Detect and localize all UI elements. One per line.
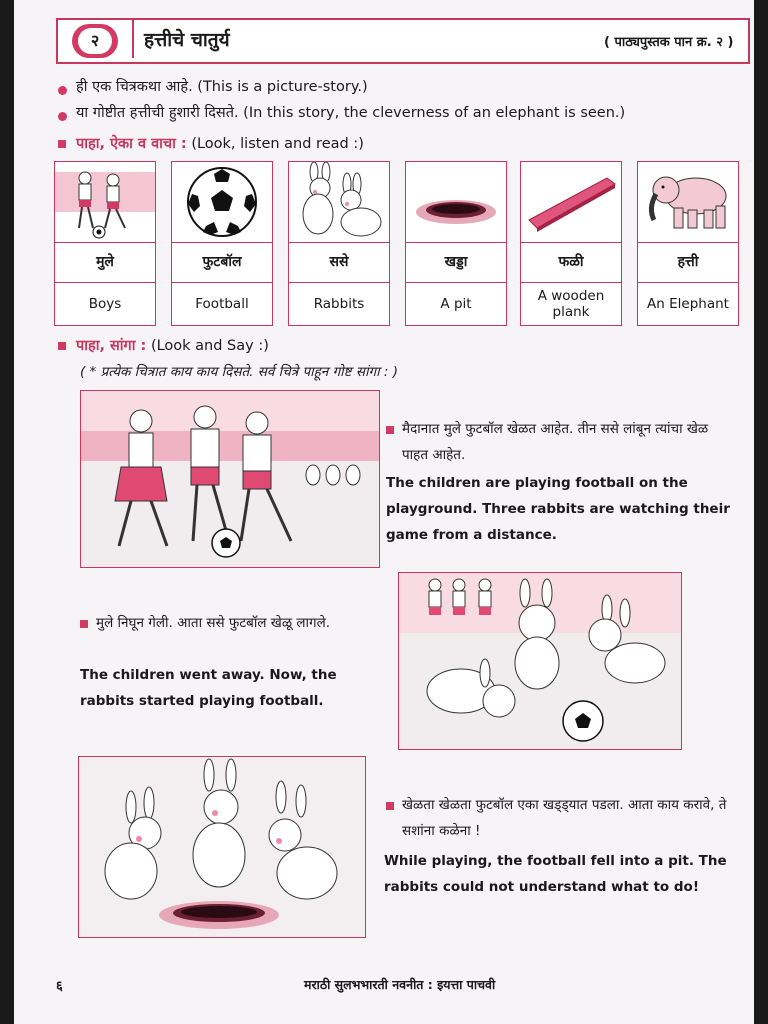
plank-icon bbox=[521, 162, 621, 243]
scene-3-illustration bbox=[78, 756, 366, 938]
lesson-title: हत्तीचे चातुर्य bbox=[144, 29, 230, 51]
square-bullet-icon bbox=[58, 342, 66, 350]
card-label-en: An Elephant bbox=[647, 296, 729, 312]
card-label-mr: खड्डा bbox=[406, 242, 506, 283]
bullet-icon bbox=[58, 86, 67, 95]
vocab-card-plank bbox=[520, 161, 622, 326]
section2-label-mr: पाहा, सांगा : bbox=[76, 338, 147, 354]
card-label-en: A pit bbox=[440, 296, 472, 312]
card-label-en: A wooden plank bbox=[537, 288, 605, 320]
card-label-en: Rabbits bbox=[313, 296, 365, 312]
intro-line-2: या गोष्टीत हत्तीची हुशारी दिसते. (In this story, the cleverness of an elephant is seen.) bbox=[76, 105, 626, 121]
square-bullet-icon bbox=[386, 802, 394, 810]
card-label-mr: फळी bbox=[521, 242, 621, 283]
rabbits-icon bbox=[289, 162, 389, 243]
boys-playing-icon bbox=[55, 162, 155, 243]
vocab-card-rabbits bbox=[288, 161, 390, 326]
section1-label-en: (Look, listen and read :) bbox=[191, 136, 364, 152]
workbook-page bbox=[14, 0, 754, 1024]
card-label-mr: फुटबॉल bbox=[172, 242, 272, 283]
card-label-en: Football bbox=[195, 296, 249, 312]
scene-2-text-mr: मुले निघून गेली. आता ससे फुटबॉल खेळू लागले. bbox=[96, 615, 331, 631]
scene-2-text-en: The children went away. Now, the rabbits started playing football. bbox=[80, 667, 337, 709]
section2-instruction: ( * प्रत्येक चित्रात काय काय दिसते. सर्व चित्रे पाहून गोष्ट सांगा : ) bbox=[80, 364, 398, 380]
lesson-number-badge bbox=[72, 24, 118, 58]
textbook-reference: ( पाठ्यपुस्तक पान क्र. २ ) bbox=[604, 35, 734, 50]
page-number: ६ bbox=[56, 979, 63, 994]
scene-2-illustration bbox=[398, 572, 682, 750]
card-label-mr: ससे bbox=[289, 242, 389, 283]
section1-label-mr: पाहा, ऐका व वाचा : bbox=[76, 136, 187, 152]
vocab-card-pit bbox=[405, 161, 507, 326]
scene-1-text-mr: मैदानात मुले फुटबॉल खेळत आहेत. तीन ससे लांबून त्यांचा खेळ पाहत आहेत. bbox=[402, 421, 709, 463]
bullet-icon bbox=[58, 112, 67, 121]
card-label-en: Boys bbox=[88, 296, 122, 312]
section1-heading bbox=[76, 133, 364, 153]
card-label-mr: मुले bbox=[55, 242, 155, 283]
vocab-card-boys bbox=[54, 161, 156, 326]
scene-1-illustration bbox=[80, 390, 380, 568]
scene-1-text-en: The children are playing football on the playground. Three rabbits are watching their game from a distance. bbox=[386, 475, 730, 543]
vocab-card-elephant bbox=[637, 161, 739, 326]
square-bullet-icon bbox=[386, 426, 394, 434]
pit-icon bbox=[406, 162, 506, 243]
scene-3-text-en: While playing, the football fell into a pit. The rabbits could not understand what to do! bbox=[384, 853, 727, 895]
elephant-icon bbox=[638, 162, 738, 243]
section2-heading bbox=[76, 335, 269, 355]
scene-3-text-mr: खेळता खेळता फुटबॉल एका खड्ड्यात पडला. आता काय करावे, ते सशांना कळेना ! bbox=[402, 797, 727, 839]
square-bullet-icon bbox=[58, 140, 66, 148]
card-label-mr: हत्ती bbox=[638, 242, 738, 283]
square-bullet-icon bbox=[80, 620, 88, 628]
vocab-card-football bbox=[171, 161, 273, 326]
lesson-number: २ bbox=[78, 28, 112, 54]
book-title: मराठी सुलभभारती नवनीत : इयत्ता पाचवी bbox=[304, 977, 496, 992]
section2-label-en: (Look and Say :) bbox=[150, 338, 269, 354]
football-icon bbox=[172, 162, 272, 243]
intro-line-1: ही एक चित्रकथा आहे. (This is a picture-story.) bbox=[76, 79, 368, 95]
